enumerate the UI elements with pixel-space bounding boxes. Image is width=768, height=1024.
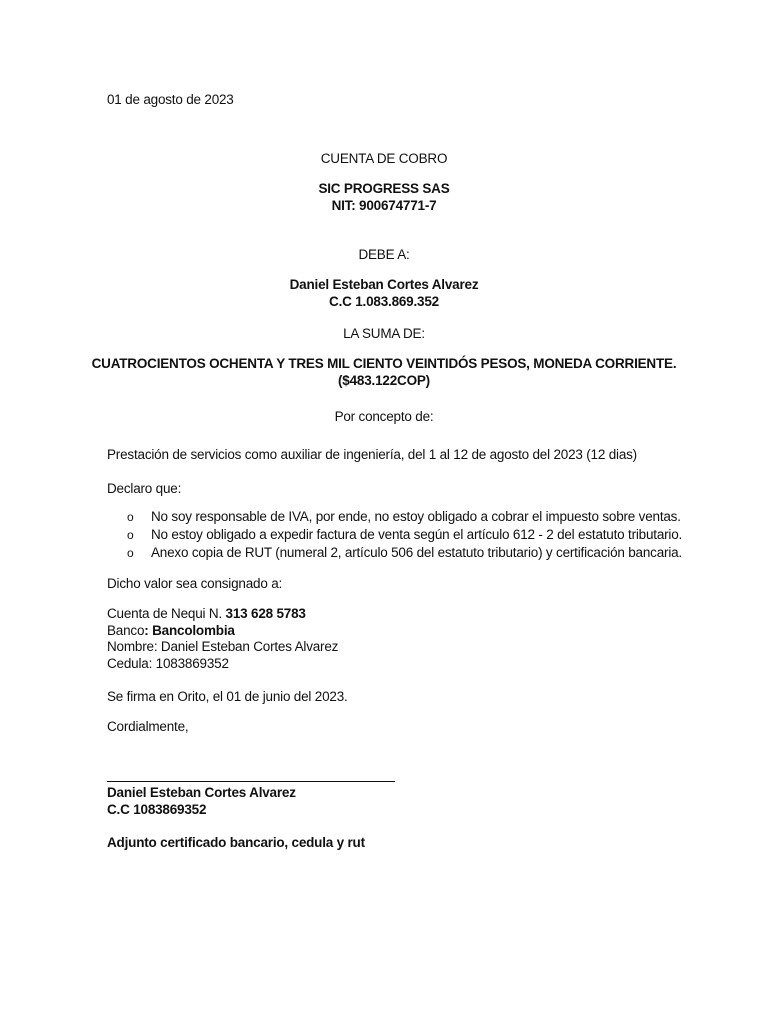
debe-label: DEBE A: xyxy=(358,247,410,262)
account-holder-cedula: Cedula: 1083869352 xyxy=(107,656,229,671)
account-holder-name: Nombre: Daniel Esteban Cortes Alvarez xyxy=(107,639,339,654)
nequi-value: 313 628 5783 xyxy=(225,606,306,621)
bullet-icon: o xyxy=(127,510,134,524)
declaration-text: Anexo copia de RUT (numeral 2, artículo 506 del estatuto tributario) y certificación bancaria. xyxy=(151,545,682,560)
bank-label: Banco xyxy=(107,623,145,638)
company-name: SIC PROGRESS SAS xyxy=(318,181,450,196)
signature-cc: C.C 1083869352 xyxy=(107,802,207,817)
nequi-label: Cuenta de Nequi N. xyxy=(107,606,226,621)
list-item xyxy=(127,526,682,544)
attachment-note: Adjunto certificado bancario, cedula y rut xyxy=(107,835,365,850)
declaration-text: No estoy obligado a expedir factura de venta según el artículo 612 - 2 del estatuto tributario. xyxy=(151,527,683,542)
document-title: CUENTA DE COBRO xyxy=(320,151,448,166)
list-item xyxy=(127,508,682,526)
company-nit: NIT: 900674771-7 xyxy=(331,198,437,213)
concepto-label: Por concepto de: xyxy=(334,409,434,424)
declaro-label: Declaro que: xyxy=(107,481,182,496)
closing-text: Cordialmente, xyxy=(107,719,189,734)
consignado-label: Dicho valor sea consignado a: xyxy=(107,576,283,591)
list-item xyxy=(127,544,682,562)
document-date: 01 de agosto de 2023 xyxy=(107,92,234,107)
bullet-icon: o xyxy=(127,546,134,560)
amount-number: ($483.122COP) xyxy=(338,373,430,388)
concepto-text: Prestación de servicios como auxiliar de ingeniería, del 1 al 12 de agosto del 2023 (12 dias) xyxy=(107,447,637,462)
creditor-name: Daniel Esteban Cortes Alvarez xyxy=(289,277,479,292)
bank-line xyxy=(107,622,235,639)
signature-line xyxy=(107,781,395,782)
signing-place-date: Se firma en Orito, el 01 de junio del 2023. xyxy=(107,689,348,704)
signature-name: Daniel Esteban Cortes Alvarez xyxy=(107,785,296,800)
declaration-text: No soy responsable de IVA, por ende, no estoy obligado a cobrar el impuesto sobre ventas. xyxy=(151,509,681,524)
nequi-account-line xyxy=(107,605,306,622)
suma-label: LA SUMA DE: xyxy=(343,326,425,341)
creditor-cc: C.C 1.083.869.352 xyxy=(329,294,439,309)
bullet-icon: o xyxy=(127,528,134,542)
bank-value: : Bancolombia xyxy=(144,623,235,638)
declarations-list xyxy=(127,508,682,562)
amount-words: CUATROCIENTOS OCHENTA Y TRES MIL CIENTO VEINTIDÓS PESOS, MONEDA CORRIENTE. xyxy=(91,356,677,371)
